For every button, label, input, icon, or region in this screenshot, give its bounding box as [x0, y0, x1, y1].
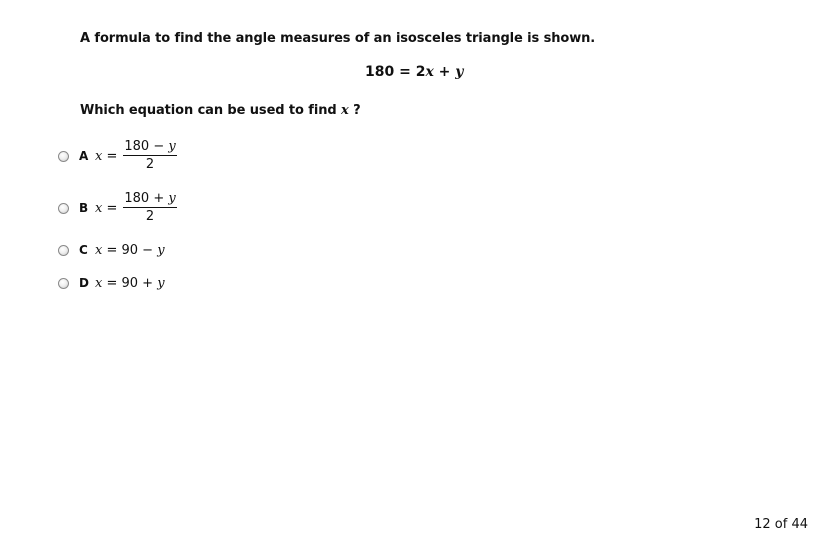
choice-a-expression: [95, 140, 177, 172]
choice-c-expression: [95, 243, 165, 258]
given-equation-lhs: 180 = 2: [365, 64, 426, 80]
choice-b-lhs-var: x: [95, 200, 103, 216]
choice-c[interactable]: [58, 238, 165, 262]
choice-a-numerator: [123, 140, 176, 156]
choice-a-denominator: 2: [145, 157, 155, 172]
choice-a-lhs-eq: =: [102, 148, 118, 164]
choice-d-radio[interactable]: [58, 278, 69, 289]
choice-d-letter: D: [79, 276, 89, 290]
choice-c-rhs-var: y: [157, 242, 165, 258]
given-equation-op: +: [433, 64, 456, 80]
choice-a[interactable]: [58, 139, 177, 172]
page-counter: 12 of 44: [754, 517, 808, 532]
choice-b-expression: [95, 192, 177, 224]
choice-a-lhs-var: x: [95, 148, 103, 164]
prompt-end: ?: [348, 103, 361, 118]
choice-b-letter: B: [79, 201, 89, 215]
choice-d[interactable]: [58, 271, 165, 295]
given-equation-x: x: [425, 64, 434, 80]
choice-a-num-var: y: [168, 139, 176, 154]
prompt-var: x: [341, 103, 349, 118]
choice-a-radio[interactable]: [58, 151, 69, 162]
choice-c-radio[interactable]: [58, 245, 69, 256]
choice-d-rhs-var: y: [157, 275, 165, 291]
choice-c-lhs-var: x: [95, 242, 103, 258]
choice-a-fraction: [123, 140, 176, 172]
choice-b-lhs: [95, 201, 117, 216]
choice-b-num-var: y: [168, 191, 176, 206]
choice-a-num-const: 180 −: [124, 139, 169, 154]
choice-b-fraction: [123, 192, 176, 224]
choice-d-expression: [95, 276, 165, 291]
choice-b-radio[interactable]: [58, 203, 69, 214]
intro-text: A formula to find the angle measures of an isosceles triangle is shown.: [80, 31, 596, 46]
given-equation: [365, 64, 463, 80]
choice-b-numerator: [123, 192, 176, 208]
question-prompt: [80, 103, 361, 118]
choice-b-denominator: 2: [145, 209, 155, 224]
choice-d-lhs-var: x: [95, 275, 103, 291]
question-intro: [80, 31, 595, 46]
choice-c-letter: C: [79, 243, 88, 257]
choice-a-lhs: [95, 149, 117, 164]
prompt-text: Which equation can be used to find: [80, 103, 341, 118]
choice-b[interactable]: [58, 191, 177, 224]
choice-c-rhs-const: = 90 −: [102, 242, 158, 258]
choice-b-num-const: 180 +: [124, 191, 169, 206]
choice-d-rhs-const: = 90 +: [102, 275, 158, 291]
choice-a-letter: A: [79, 149, 89, 163]
choice-b-lhs-eq: =: [102, 200, 118, 216]
given-equation-y: y: [455, 64, 464, 80]
